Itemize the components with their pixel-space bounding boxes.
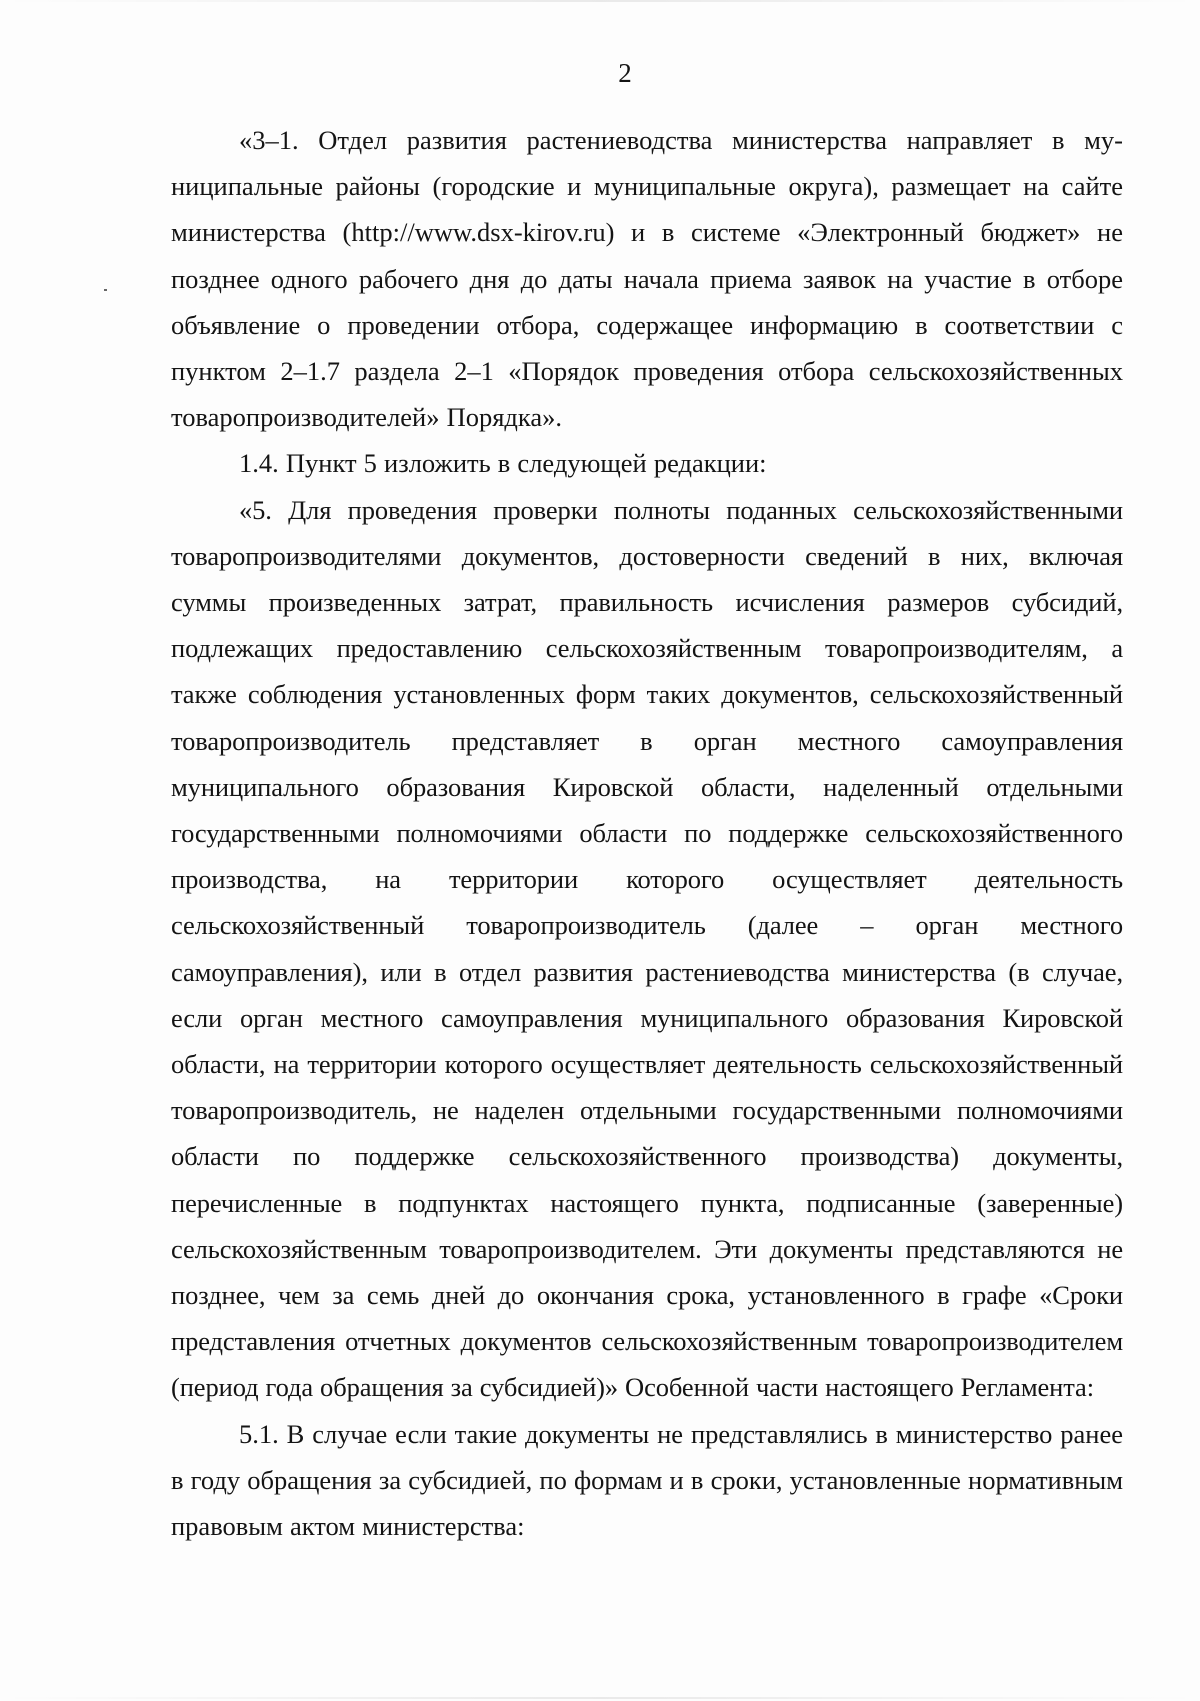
page-number: 2 <box>618 58 632 88</box>
paragraph-1-4: 1.4. Пункт 5 изложить в следующей редакции: <box>239 448 767 479</box>
paragraph-3-1: «3–1. Отдел развития растениеводства министерства направляет в муниципальные районы (городские и муниципальные округа), размещает на сайте министерства (http://www.dsx-kirov.ru) и в системе «Электронный бюджет» не позднее одного рабочего дня до даты начала приема заявок на участие в отборе объявление о проведении отбора, содержащее информацию в соответствии с пунктом 2–1.7 раздела 2–1 «Порядок проведения отбора сельскохозяйственных товаропроизводителей» Порядка». <box>171 125 1123 433</box>
document-body <box>171 117 1123 1549</box>
paragraph-5-1: 5.1. В случае если такие документы не представлялись в министерство ранее в году обращения за субсидией, по формам и в сроки, установленные нормативным правовым актом министерства: <box>171 1418 1123 1542</box>
scan-mark <box>104 289 107 291</box>
scan-edge-top <box>0 0 1200 2</box>
paragraph-5: «5. Для проведения проверки полноты поданных сельскохозяйственными товаропроизводителями документов, достоверности сведений в них, включая суммы произведенных затрат, правильность исчисления размеров субсидий, подлежащих предоставлению сельскохозяйственным товаропроизводителям, а также соблюдения установленных форм таких документов, сельскохозяйственный товаропроизводитель представляет в орган местного самоуправления муниципального образования Кировской области, наделенный отдельными государственными полномочиями области по поддержке сельскохозяйственного производства, на территории которого осуществляет деятельность сельскохозяйственный товаропроизводитель (далее – орган местного самоуправления), или в отдел развития растениеводства министерства (в случае, если орган местного самоуправления муниципального образования Кировской области, на территории которого осуществляет деятельность сельскохозяйственный товаропроизводитель, не наделен отдельными государственными полномочиями области по поддержке сельскохозяйственного производства) документы, перечисленные в подпунктах настоящего пункта, подписанные (заверенные) сельскохозяйственным товаропроизводителем. Эти документы представляются не позднее, чем за семь дней до окончания срока, установленного в графе «Сроки представления отчетных документов сельскохозяйственным товаропроизводителем (период года обращения за субсидией)» Особенной части настоящего Регламента: <box>171 494 1123 1403</box>
scan-edge-bottom <box>0 1697 1200 1699</box>
